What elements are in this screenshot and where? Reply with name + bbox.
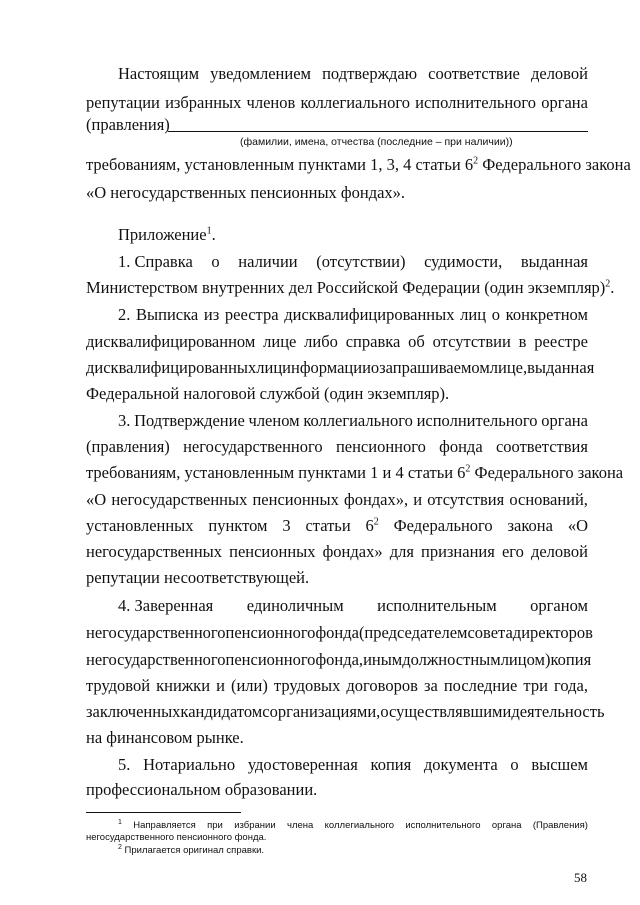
word: (председателем	[358, 623, 468, 642]
word: отсутствии	[432, 332, 511, 351]
word: 2.	[118, 305, 131, 324]
word: за	[423, 676, 438, 695]
word: Нотариально	[143, 755, 236, 774]
footnote-number: 1	[118, 818, 122, 826]
item3-line7	[86, 568, 588, 588]
word: последние	[443, 676, 518, 695]
word: (отсутствии)	[316, 252, 406, 271]
word: Выписка	[136, 305, 199, 324]
word: фондах»,	[344, 490, 409, 509]
word: пунктом	[208, 516, 268, 535]
text: на финансовом рынке.	[86, 728, 244, 747]
word: Федерального	[393, 516, 493, 535]
word: органа	[541, 93, 588, 112]
word: об	[408, 332, 425, 351]
item3-line3	[86, 463, 624, 483]
item4-line6	[86, 728, 588, 748]
word: реестра	[224, 305, 279, 324]
word: фонда	[315, 623, 359, 642]
word: исполнительного	[416, 411, 538, 430]
item5-line2	[86, 780, 588, 800]
word: органа	[541, 411, 588, 430]
word: членом	[248, 411, 300, 430]
word: в	[518, 332, 527, 351]
names-fill-line	[168, 131, 588, 132]
word: деловой	[530, 64, 588, 83]
word: года,	[553, 676, 588, 695]
word: книжки	[156, 676, 211, 695]
word: избранных	[165, 93, 242, 112]
word: дисквалифицированных	[86, 358, 257, 377]
word: коллегиального	[324, 820, 394, 831]
word: избрании	[234, 820, 276, 831]
text: .	[610, 278, 615, 297]
word: пенсионного	[225, 623, 316, 642]
word: о	[370, 358, 380, 377]
word: пенсионного	[225, 650, 316, 669]
word: из	[203, 305, 220, 324]
word: фондах»	[322, 542, 383, 561]
item5-line1	[118, 755, 588, 775]
word: и	[216, 676, 225, 695]
item2-line3	[86, 358, 595, 378]
word: негосударственного	[86, 623, 226, 642]
word: 5.	[118, 755, 131, 774]
word: 3.	[118, 411, 131, 430]
word: информации	[282, 358, 371, 377]
word: три	[523, 676, 548, 695]
word: лице,	[489, 358, 528, 377]
word: совета	[467, 623, 513, 642]
footnote-ref: 2	[605, 278, 611, 290]
word: органом	[530, 596, 588, 615]
word: 4. Заверенная	[118, 596, 214, 615]
footnote-number: 2	[118, 843, 122, 851]
word: документа	[423, 755, 498, 774]
footnote-1-marker	[118, 820, 122, 832]
word: реестре	[534, 332, 588, 351]
word: фонда	[439, 437, 483, 456]
word: негосударственных	[86, 542, 223, 561]
item3-line4	[86, 490, 588, 510]
word: должностным	[402, 650, 501, 669]
item3-line2	[86, 437, 588, 457]
word: уведомлением	[210, 64, 311, 83]
item1-line2	[86, 278, 615, 298]
footnote-1-line1	[118, 820, 588, 832]
word: выданная	[527, 358, 595, 377]
appendix-heading	[118, 225, 588, 245]
word: деятельность	[511, 702, 605, 721]
word: пенсионных	[229, 542, 316, 561]
text: Федеральной налоговой службой (один экземпляр).	[86, 384, 450, 403]
text: требованиям, установленным пунктами 1, 3, 4 статьи 6	[86, 155, 474, 174]
word: лиц	[256, 358, 283, 377]
word: (правления)	[86, 437, 170, 456]
word: отсутствия	[427, 490, 505, 509]
word: Направляется	[133, 820, 196, 831]
word: директоров	[512, 623, 593, 642]
word: негосударственных	[111, 490, 248, 509]
superscript: 2	[465, 463, 471, 475]
word: дисквалифицированном	[86, 332, 256, 351]
word: удостоверенная	[247, 755, 358, 774]
word: выданная	[520, 252, 588, 271]
word: конкретном	[505, 305, 588, 324]
footnote-ref: 1	[206, 225, 212, 237]
word: установленных	[86, 516, 194, 535]
word: лицом)	[500, 650, 551, 669]
page-number: 58	[574, 870, 587, 885]
word: 3	[282, 516, 291, 535]
footnote-1-line2	[86, 832, 588, 844]
word: 1. Справка	[118, 252, 193, 271]
text: Приложение	[118, 225, 207, 244]
superscript: 2	[373, 516, 379, 528]
word: (Правления)	[532, 820, 588, 831]
word: Настоящим	[118, 64, 200, 83]
word: статьи	[305, 516, 351, 535]
word: трудовых	[273, 676, 341, 695]
word: о	[510, 755, 519, 774]
text: «О негосударственных пенсионных фондах».	[86, 183, 406, 202]
word: наличии	[238, 252, 298, 271]
para1-line1	[118, 64, 588, 84]
para1-line3-label	[86, 115, 588, 135]
para1-line2	[86, 93, 588, 113]
article-six	[366, 516, 379, 536]
word: копия	[370, 755, 412, 774]
text: репутации несоответствующей.	[86, 568, 310, 587]
item2-line2	[86, 332, 588, 352]
word: репутации	[86, 93, 160, 112]
word: подтверждаю	[322, 64, 418, 83]
word: исполнительного	[405, 820, 481, 831]
word: кандидатом	[180, 702, 263, 721]
word: единоличным	[246, 596, 344, 615]
board-label: (правления)	[86, 115, 170, 134]
word: деловой	[530, 542, 588, 561]
word: соответствие	[428, 64, 520, 83]
text: Федерального закона	[470, 463, 624, 482]
word: закона	[507, 516, 553, 535]
word: члена	[287, 820, 314, 831]
superscript: 2	[473, 155, 479, 167]
word: запрашиваемом	[379, 358, 490, 377]
word: заключенных	[86, 702, 181, 721]
word: его	[501, 542, 524, 561]
item2-line4	[86, 384, 588, 404]
word: пенсионного	[335, 437, 426, 456]
word: негосударственного	[183, 437, 323, 456]
word: оснований,	[509, 490, 588, 509]
word: (или)	[230, 676, 268, 695]
word: «О	[86, 490, 107, 509]
item4-line4	[86, 676, 588, 696]
word: лиц	[460, 305, 487, 324]
word: организациями,	[269, 702, 381, 721]
word: договоров	[346, 676, 418, 695]
word: фонда,	[315, 650, 364, 669]
text: 6	[365, 516, 374, 535]
word: исполнительного	[415, 93, 537, 112]
word: для	[389, 542, 414, 561]
footnote-separator	[86, 812, 241, 813]
word: судимости,	[424, 252, 503, 271]
word: и	[413, 490, 423, 509]
word: лице	[263, 332, 297, 351]
word: органа	[491, 820, 522, 831]
item2-line1	[118, 305, 588, 325]
text: Федерального закона	[478, 155, 631, 174]
item3-line1	[118, 411, 588, 431]
word: исполнительным	[377, 596, 497, 615]
word: с	[262, 702, 270, 721]
text: требованиям, установленным пунктами 1 и 4 статьи 6	[86, 463, 466, 482]
word: при	[207, 820, 223, 831]
word: коллегиального	[300, 93, 410, 112]
item1-line1	[118, 252, 588, 272]
text: негосударственного пенсионного фонда.	[86, 832, 267, 843]
para1-line5	[86, 183, 588, 203]
footnote-2	[118, 845, 620, 857]
item3-line6	[86, 542, 588, 562]
item4-line1	[118, 596, 588, 616]
names-caption: (фамилии, имена, отчества (последние – при наличии))	[240, 136, 513, 148]
word: копия	[550, 650, 592, 669]
item4-line3	[86, 650, 592, 670]
word: дисквалифицированных	[284, 305, 455, 324]
word: справка	[345, 332, 401, 351]
word: высшем	[531, 755, 588, 774]
item3-line5	[86, 516, 588, 536]
item4-line5	[86, 702, 605, 722]
word: соответствия	[495, 437, 588, 456]
word: Подтверждение	[134, 411, 245, 430]
word: коллегиального	[303, 411, 413, 430]
word: о	[211, 252, 220, 271]
word: осуществлявшими	[380, 702, 512, 721]
word: либо	[304, 332, 338, 351]
text: Прилагается оригинал справки.	[124, 845, 265, 856]
word: трудовой	[86, 676, 151, 695]
item4-line2	[86, 623, 593, 643]
word: негосударственного	[86, 650, 226, 669]
text: профессиональном образовании.	[86, 780, 318, 799]
text: .	[211, 225, 216, 244]
text: Министерством внутренних дел Российской Федерации (один экземпляр)	[86, 278, 606, 297]
word: о	[491, 305, 500, 324]
word: членов	[246, 93, 296, 112]
word: иным	[363, 650, 403, 669]
word: признания	[421, 542, 495, 561]
word: пенсионных	[252, 490, 339, 509]
word: «О	[567, 516, 588, 535]
para1-line4	[86, 155, 631, 175]
